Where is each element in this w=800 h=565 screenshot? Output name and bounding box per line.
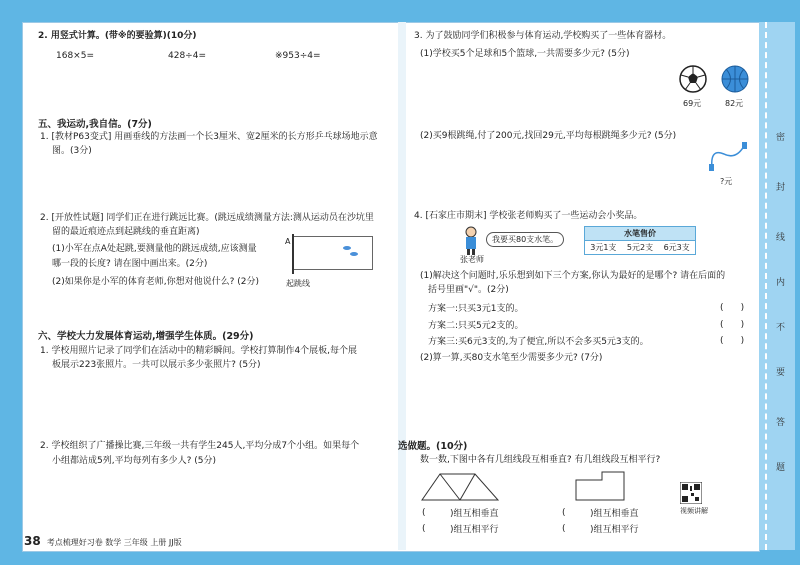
teacher-icon <box>462 226 480 256</box>
plan-3: 方案三:买6元3支的,为了便宜,所以不会多买5元3支的。 <box>428 337 649 347</box>
sandpit <box>293 236 373 270</box>
expr-2: 428÷4= <box>168 51 206 61</box>
sec6-q1-line2: 板展示223张照片。一共可以展示多少张照片? (5分) <box>52 360 261 370</box>
q4-part1-line1: (1)解决这个问题时,乐乐想到如下三个方案,你认为最好的是哪个? 请在后面的 <box>420 271 726 281</box>
answer-bracket[interactable]: ( <box>422 524 426 534</box>
football-icon <box>678 64 708 94</box>
stepped-figure <box>574 470 626 502</box>
football-price: 69元 <box>683 99 702 108</box>
q4-part1-line2: 括号里画"√"。(2分) <box>428 285 509 295</box>
binding-strip <box>759 22 795 550</box>
qr-label: 视频讲解 <box>680 507 708 515</box>
price-cell: 5元2支 <box>622 240 659 254</box>
page-seam <box>398 22 406 550</box>
binding-char: 密 <box>774 132 784 141</box>
trapezoid-figure <box>420 472 500 502</box>
plan-1: 方案一:只买3元1支的。 <box>428 304 524 314</box>
footer <box>24 534 182 548</box>
sec5-q1-line2: 图。(3分) <box>52 146 92 156</box>
price-cell: 3元1支 <box>585 240 622 254</box>
binding-char: 内 <box>774 277 784 286</box>
footer-text: 考点梳理好习卷 数学 三年级 上册 JJ版 <box>46 538 182 547</box>
perp-count-2: )组互相垂直 <box>590 509 639 519</box>
sec5-q1-line1: 1. [教材P63变式] 用画垂线的方法画一个长3厘米、宽2厘米的长方形乒乓球场地示意 <box>40 132 378 142</box>
expr-3: ※953÷4= <box>275 51 321 61</box>
sec5-q2-line3: (1)小军在点A处起跳,要测量他的跳远成绩,应该测量 <box>52 244 257 254</box>
para-count-2: )组互相平行 <box>590 525 639 535</box>
answer-bracket[interactable]: ( ) <box>720 320 745 330</box>
price-cell: 6元3支 <box>658 240 695 254</box>
page-number: 38 <box>24 534 41 548</box>
para-count-1: )组互相平行 <box>450 525 499 535</box>
perp-count-1: )组互相垂直 <box>450 509 499 519</box>
basketball-price: 82元 <box>725 99 744 108</box>
basketball-icon <box>720 64 750 94</box>
point-a-label: A <box>285 237 291 246</box>
expr-1: 168×5= <box>56 51 94 61</box>
sec5-title: 五、我运动,我自信。(7分) <box>38 119 152 130</box>
jump-rope-icon <box>706 140 750 172</box>
answer-bracket[interactable]: ( <box>562 524 566 534</box>
takeoff-label: 起跳线 <box>286 279 310 288</box>
sec5-q2-line4: 哪一段的长度? 请在图中画出来。(2分) <box>52 259 208 269</box>
sec5-q2-line1: 2. [开放性试题] 同学们正在进行跳远比赛。(跳远成绩测量方法:测从运动员在沙坑里 <box>40 213 374 223</box>
price-table <box>584 226 696 255</box>
plan-2: 方案二:只买5元2支的。 <box>428 321 524 331</box>
sec5-q2-line2: 留的最近痕迹点到起跳线的垂直距离) <box>52 227 200 237</box>
answer-bracket[interactable]: ( ) <box>720 336 745 346</box>
sec6-title: 六、学校大力发展体育运动,增强学生体质。(29分) <box>38 331 254 342</box>
binding-char: 线 <box>774 232 784 241</box>
binding-char: 题 <box>774 462 784 471</box>
q3-part2: (2)买9根跳绳,付了200元,找回29元,平均每根跳绳多少元? (5分) <box>420 131 677 141</box>
sec6-q2-line1: 2. 学校组织了广播操比赛,三年级一共有学生245人,平均分成7个小组。如果每个 <box>40 441 360 451</box>
extra-title: 选做题。(10分) <box>398 441 468 452</box>
q3-part1: (1)学校买5个足球和5个篮球,一共需要多少元? (5分) <box>420 49 630 59</box>
sec6-q1-line1: 1. 学校用照片记录了同学们在活动中的精彩瞬间。学校打算制作4个展板,每个展 <box>40 346 358 356</box>
q4-label: 4. [石家庄市期末] 学校张老师购买了一些运动会小奖品。 <box>414 211 643 221</box>
rope-price: ?元 <box>720 177 733 186</box>
teacher-label: 张老师 <box>460 255 484 264</box>
answer-bracket[interactable]: ( <box>422 508 426 518</box>
answer-bracket[interactable]: ( <box>562 508 566 518</box>
binding-char: 答 <box>774 417 784 426</box>
teacher-speech: 我要买80支水笔。 <box>486 232 564 247</box>
sec6-q2-line2: 小组都站成5列,平均每列有多少人? (5分) <box>52 456 216 466</box>
qr-code-icon[interactable] <box>680 482 702 504</box>
answer-bracket[interactable]: ( ) <box>720 303 745 313</box>
q2-label: 2. 用竖式计算。(带※的要验算)(10分) <box>38 31 197 41</box>
extra-question: 数一数,下图中各有几组线段互相垂直? 有几组线段互相平行? <box>420 455 661 465</box>
price-table-title: 水笔售价 <box>585 227 695 240</box>
takeoff-line <box>292 234 294 274</box>
binding-char: 要 <box>774 367 784 376</box>
binding-char: 不 <box>774 322 784 331</box>
sec5-q2-line5: (2)如果你是小军的体育老师,你想对他说什么? (2分) <box>52 277 259 287</box>
binding-char: 封 <box>774 182 784 191</box>
q3-label: 3. 为了鼓励同学们积极参与体育运动,学校购买了一些体育器材。 <box>414 31 672 41</box>
q4-part2: (2)算一算,买80支水笔至少需要多少元? (7分) <box>420 353 603 363</box>
